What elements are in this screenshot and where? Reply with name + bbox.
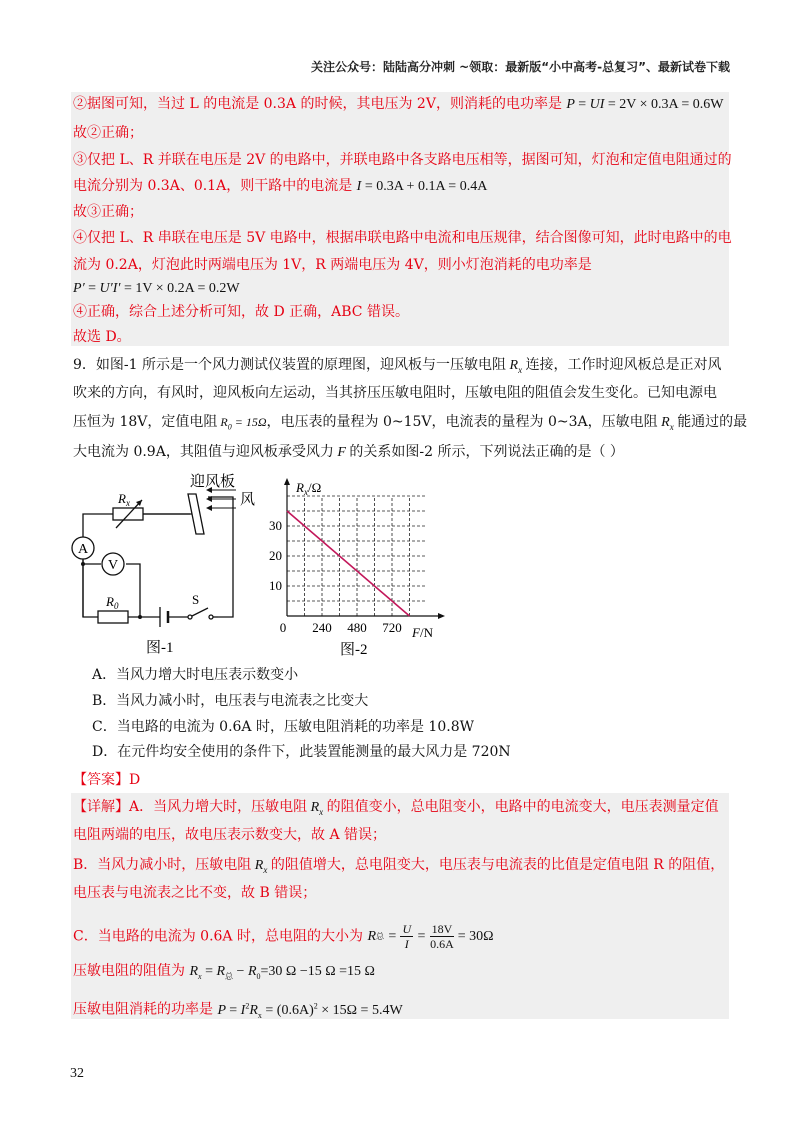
chart-ticks xyxy=(269,518,402,635)
solution-line-2: 故②正确； xyxy=(73,125,143,141)
total-resistance-formula: R 总 = U I = $\frac{18V}{0.6A}$ = 30Ω xyxy=(367,922,494,951)
question-text-1-tail: 连接，工作时迎风板总是正对风 xyxy=(525,357,722,373)
ammeter-label: A xyxy=(77,542,89,557)
solution-line-9: ④正确，综合上述分析可知，故 D 正确，ABC 错误。 xyxy=(73,304,409,320)
option-c: C．当电路的电流为 0.6A 时，压敏电阻消耗的功率是 10.8W xyxy=(92,719,474,735)
r0-label: $R_0$ xyxy=(106,594,119,611)
x-tick-label: 720 xyxy=(382,620,402,635)
detail-text-6a: 压敏电阻的阻值为 xyxy=(73,963,185,979)
detail-line-7 xyxy=(73,997,403,1024)
question-line-4 xyxy=(73,443,624,462)
x-tick-label: 240 xyxy=(312,620,332,635)
question-text-4a: 大电流为 0.9A，其阻值与迎风板承受风力 xyxy=(73,444,334,460)
board-label: 迎风板 xyxy=(190,474,236,490)
switch-label: S xyxy=(192,592,200,607)
rx-vs-force-chart xyxy=(262,474,452,660)
chart-xlabel: F/N xyxy=(412,625,433,640)
question-text-3b: ，电压表的量程为 0~15V，电流表的量程为 0~3A，压敏电阻 xyxy=(266,414,658,430)
question-text-3a: 压恒为 18V，定值电阻 xyxy=(73,414,218,430)
solution-line-7: 流为 0.2A，灯泡此时两端电压为 1V，R 两端电压为 4V，则小灯泡消耗的电功率是 xyxy=(73,257,592,273)
solution-line-5: 故③正确； xyxy=(73,204,143,220)
rx-power-formula: $P = I^2R_x = (0.6A)^2 \times 15\Omega = 5.4W$ xyxy=(217,1001,403,1020)
page-number: 32 xyxy=(70,1066,84,1081)
page-header: 关注公众号：陆陆高分冲刺 ~领取：最新版“小中高考-总复习”、最新试卷下载 xyxy=(311,60,730,74)
f-symbol: F xyxy=(337,445,346,460)
figure2-caption: 图-2 xyxy=(340,642,368,658)
chart-series xyxy=(287,511,410,616)
solution-line-4-text: 电流分别为 0.3A、0.1A，则干路中的电流是 xyxy=(73,178,353,194)
answer-label: 【答案】D xyxy=(73,772,141,788)
rx-symbol-4: $R_x$ xyxy=(254,858,268,875)
rx-value-formula: $R_x = R_总 - R_0=30$ Ω −15 Ω =15 Ω xyxy=(189,964,375,981)
figure1-caption: 图-1 xyxy=(146,640,174,656)
rx-symbol: $R_x$ xyxy=(509,358,523,375)
detail-line-5 xyxy=(73,922,494,951)
voltmeter-label: V xyxy=(107,558,119,573)
question-text-4b: 的关系如图-2 所示，下列说法正确的是（ ） xyxy=(349,444,624,460)
r0-value: $R_0 = 15\Omega$ xyxy=(220,415,267,432)
question-text-3c: 能通过的最 xyxy=(677,414,748,430)
solution-line-4 xyxy=(73,177,487,196)
power-formula-2: P′ = U′I′ = 1V × 0.2A = 0.2W xyxy=(73,281,240,296)
chart-axes xyxy=(284,478,445,619)
detail-text-3b: 的阻值增大，总电阻变大，电压表与电流表的比值是定值电阻 R 的阻值， xyxy=(270,857,725,873)
x-tick-label: 0 xyxy=(279,620,287,635)
current-formula: I = 0.3A + 0.1A = 0.4A xyxy=(356,179,488,194)
chart-ylabel: $R_x/\Omega$ xyxy=(296,480,322,497)
solution-line-1 xyxy=(73,95,724,114)
x-axis-arrow xyxy=(438,613,445,619)
solution-line-1-text: ②据图可知，当过 L 的电流是 0.3A 的时候，其电压为 2V，则消耗的电功率是 xyxy=(73,96,562,112)
circuit-diagram xyxy=(68,472,268,662)
detail-line-4: 电压表与电流表之比不变，故 B 错误； xyxy=(73,885,317,901)
detail-text-3a: B．当风力减小时，压敏电阻 xyxy=(73,857,252,873)
question-line-1 xyxy=(73,356,722,379)
y-tick-label: 20 xyxy=(269,548,282,563)
question-line-2: 吹来的方向，有风时，迎风板向左运动，当其挤压压敏电阻时，压敏电阻的阻值会发生变化。已知电源电 xyxy=(73,385,717,401)
detail-text-7a: 压敏电阻消耗的功率是 xyxy=(73,1001,213,1018)
rx-symbol-3: $R_x$ xyxy=(310,800,324,817)
x-tick-label: 480 xyxy=(347,620,367,635)
question-text-1: 9．如图-1 所示是一个风力测试仪装置的原理图，迎风板与一压敏电阻 xyxy=(73,357,506,373)
y-axis-arrow xyxy=(284,478,290,485)
y-tick-label: 30 xyxy=(269,518,282,533)
option-a: A．当风力增大时电压表示数变小 xyxy=(92,667,299,683)
detail-text-1a: 【详解】A．当风力增大时，压敏电阻 xyxy=(73,799,308,815)
rx-label: $R_x$ xyxy=(118,491,130,508)
detail-line-1 xyxy=(73,798,719,821)
detail-line-3 xyxy=(73,856,724,879)
detail-line-2: 电阻两端的电压，故电压表示数变大，故 A 错误； xyxy=(73,827,387,843)
detail-text-5a: C．当电路的电流为 0.6A 时，总电阻的大小为 xyxy=(73,928,363,945)
series-line xyxy=(287,511,410,616)
solution-line-10: 故选 D。 xyxy=(73,329,131,345)
detail-text-1b: 的阻值变小，总电阻变小，电路中的电流变大，电压表测量定值 xyxy=(326,799,719,815)
solution-line-8 xyxy=(73,279,240,298)
question-line-3 xyxy=(73,413,747,436)
solution-line-3: ③仅把 L、R 并联在电压是 2V 的电路中，并联电路中各支路电压相等，据图可知，灯泡和定值电阻通过的 xyxy=(73,152,732,168)
power-formula: P = UI = 2V × 0.3A = 0.6W xyxy=(566,97,724,112)
chart-grid xyxy=(287,496,427,616)
detail-line-6 xyxy=(73,962,375,986)
option-d: D．在元件均安全使用的条件下，此装置能测量的最大风力是 720N xyxy=(92,744,511,760)
y-tick-label: 10 xyxy=(269,578,282,593)
rx-symbol-2: $R_x$ xyxy=(661,415,674,432)
solution-line-6: ④仅把 L、R 串联在电压是 5V 电路中，根据串联电路中电流和电压规律，结合图像可知，此时电路中的电 xyxy=(73,230,732,246)
option-b: B．当风力减小时，电压表与电流表之比变大 xyxy=(92,693,369,709)
wind-label: 风 xyxy=(240,492,256,508)
